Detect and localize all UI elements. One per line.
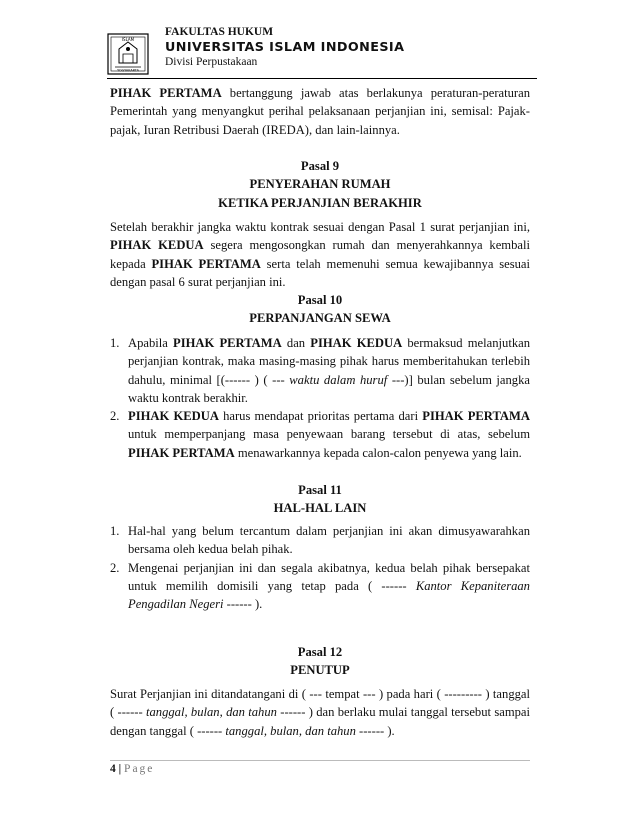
page-number: 4 <box>110 763 116 775</box>
header-divider <box>107 78 537 79</box>
pasal-12-paragraph: Surat Perjanjian ini ditandatangani di ( --- tempat --- ) pada hari ( --------- ) tanggal ( ------ tanggal, bulan, dan tahun ------ ) dan berlaku mulai tanggal tersebut sampai dengan tanggal ( ------ tanggal, bulan, dan tahun ------ ). <box>110 687 530 738</box>
division-name: Divisi Perpustakaan <box>165 56 258 68</box>
document-header <box>107 25 537 79</box>
svg-text:ISLAM: ISLAM <box>121 37 135 42</box>
pasal-11-heading: Pasal 11 HAL-HAL LAIN <box>273 483 367 516</box>
list-item: 2. Mengenai perjanjian ini dan segala akibatnya, kedua belah pihak bersepakat untuk memilih domisili yang tetap pada ( ------ Kantor Kepaniteraan Pengadilan Negeri ------ ). <box>110 560 530 612</box>
pasal-9-heading: Pasal 9 PENYERAHAN RUMAH KETIKA PERJANJIAN BERAKHIR <box>218 159 422 210</box>
footer-divider <box>110 760 530 761</box>
pasal-10-heading: Pasal 10 PERPANJANGAN SEWA <box>249 293 391 326</box>
university-name: UNIVERSITAS ISLAM INDONESIA <box>165 39 405 54</box>
list-item: 1. Hal-hal yang belum tercantum dalam perjanjian ini akan dimusyawarahkan bersama oleh kedua belah pihak. <box>110 524 530 557</box>
list-item: 1. Apabila PIHAK PERTAMA dan PIHAK KEDUA bermaksud melanjutkan perjanjian kontrak, maka masing-masing pihak harus memberitahukan terlebih dahulu, minimal [(------ ) ( --- waktu dalam huruf ---)] bulan sebelum jangka waktu kontrak berakhir. <box>110 336 531 405</box>
faculty-name: FAKULTAS HUKUM <box>165 26 274 38</box>
pasal-10-list <box>110 334 530 462</box>
svg-text:YOGYAKARTA: YOGYAKARTA <box>117 68 139 73</box>
pasal-11-list <box>110 522 530 613</box>
pasal-9-paragraph: Setelah berakhir jangka waktu kontrak sesuai dengan Pasal 1 surat perjanjian ini, PIHAK KEDUA segera mengosongkan rumah dan menyerahkannya kembali kepada PIHAK PERTAMA serta telah memenuhi semua kewajibannya sesuai dengan pasal 6 surat perjanjian ini. <box>110 220 530 289</box>
pasal-12-heading: Pasal 12 PENUTUP <box>290 645 350 678</box>
list-item: 2. PIHAK KEDUA harus mendapat prioritas pertama dari PIHAK PERTAMA untuk memperpanjang masa penyewaan barang tersebut di atas, sebelum PIHAK PERTAMA menawarkannya kepada calon-calon penyewa yang lain. <box>110 409 530 460</box>
page-footer: 4 | Page <box>110 763 155 775</box>
page-label: Page <box>124 763 155 775</box>
intro-paragraph: PIHAK PERTAMA bertanggung jawab atas berlakunya peraturan-peraturan Pemerintah yang menyangkut perihal pelaksanaan perjanjian ini, semisal: Pajak-pajak, Iuran Retribusi Daerah (IREDA), dan lain-lainnya. <box>110 86 530 137</box>
university-logo-icon <box>107 33 149 75</box>
